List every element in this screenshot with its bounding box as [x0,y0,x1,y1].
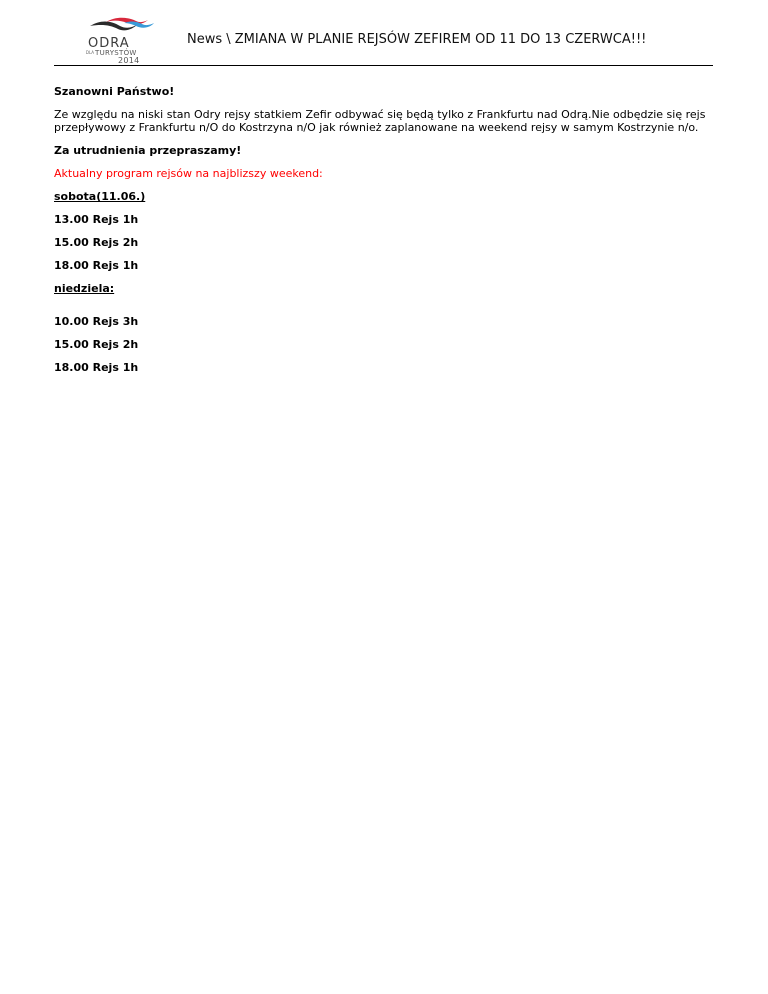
spacer [54,305,714,315]
program-heading: Aktualny program rejsów na najblizszy weekend: [54,167,323,180]
article-body: Ze względu na niski stan Odry rejsy statkiem Zefir odbywać się będą tylko z Frankfurtu nad Odrą.Nie odbędzie się rejs przepływowy z Frankfurtu n/O do Kostrzyna n/O jak również zaplanowane na weekend rejsy w samym Kostrzynie n/o. [54,108,706,134]
saturday-label: sobota(11.06.) [54,190,146,203]
greeting: Szanowni Państwo! [54,85,175,98]
schedule-item: 15.00 Rejs 2h [54,236,139,249]
schedule-item: 18.00 Rejs 1h [54,259,139,272]
page-title: News \ ZMIANA W PLANIE REJSÓW ZEFIREM OD 11 DO 13 CZERWCA!!! [187,32,647,47]
page-header [54,12,713,66]
schedule-item: 13.00 Rejs 1h [54,213,139,226]
sunday-label: niedziela: [54,282,115,295]
schedule-item: 10.00 Rejs 3h [54,315,139,328]
logo-year: 2014 [118,56,140,65]
apology: Za utrudnienia przepraszamy! [54,144,242,157]
schedule-item: 18.00 Rejs 1h [54,361,139,374]
article-content [54,85,714,384]
logo-subtitle: TURYSTÓW [95,49,137,57]
logo-dla: DLA [85,50,94,55]
schedule-item: 15.00 Rejs 2h [54,338,139,351]
logo-wordmark: ODRA [88,36,130,51]
odra-logo [80,14,160,66]
